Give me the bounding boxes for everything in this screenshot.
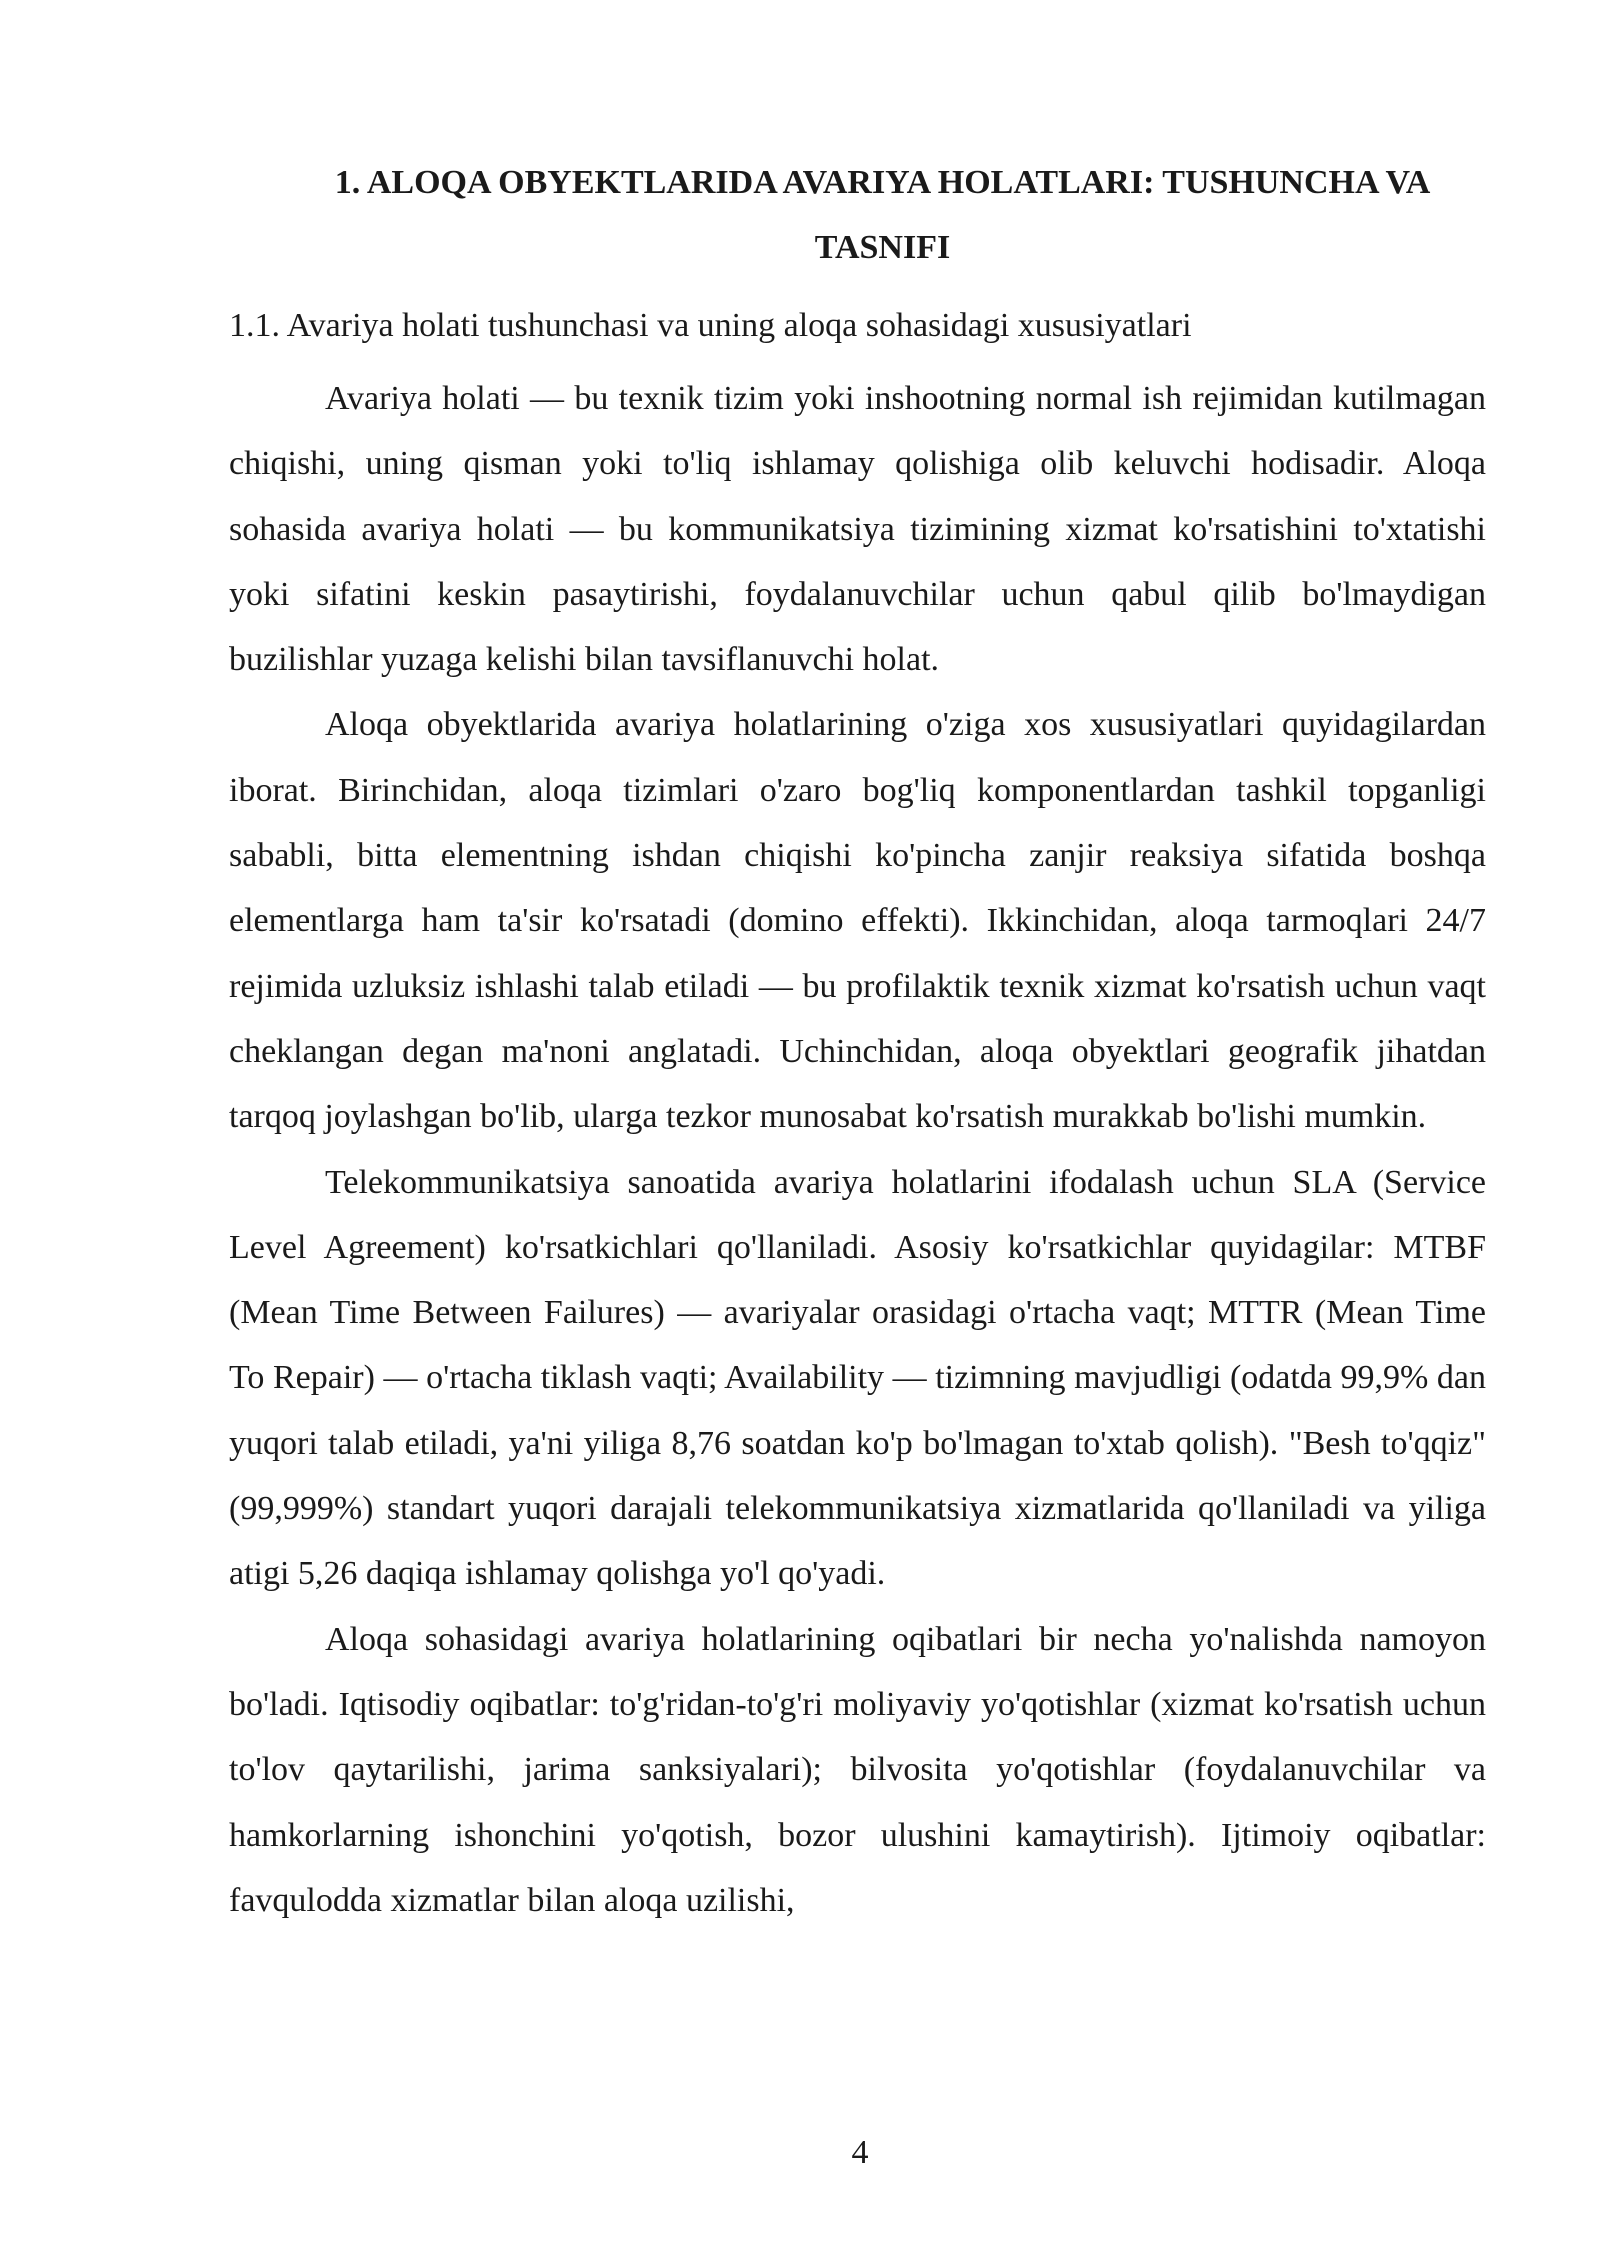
paragraph-features: Aloqa obyektlarida avariya holatlarining o'ziga xos xususiyatlari quyidagilardan iborat. Birinchidan, aloqa tizimlari o'zaro bog'liq komponentlardan tashkil topganligi sababli, bitta elementning ishdan chiqishi ko'pincha zanjir reaksiya sifatida boshqa elementlarga ham ta'sir ko'rsatadi (domino effekti). Ikkinchidan, aloqa tarmoqlari 24/7 rejimida uzluksiz ishlashi talab etiladi — bu profilaktik texnik xizmat ko'rsatish uchun vaqt cheklangan degan ma'noni anglatadi. Uchinchidan, aloqa obyektlari geografik jihatdan tarqoq joylashgan bo'lib, ularga tezkor munosabat ko'rsatish murakkab bo'lishi mumkin. bbox=[229, 706, 1486, 1136]
paragraph-sla-metrics: Telekommunikatsiya sanoatida avariya holatlarini ifodalash uchun SLA (Service Level Agreement) ko'rsatkichlari qo'llaniladi. Asosiy ko'rsatkichlar quyidagilar: MTBF (Mean Time Between Failures) — avariyalar orasidagi o'rtacha vaqt; MTTR (Mean Time To Repair) — o'rtacha tiklash vaqti; Availability — tizimning mavjudligi (odatda 99,9% dan yuqori talab etiladi, ya'ni yiliga 8,76 soatdan ko'p bo'lmagan to'xtab qolish). "Besh to'qqiz" (99,999%) standart yuqori darajali telekommunikatsiya xizmatlarida qo'llaniladi va yiliga atigi 5,26 daqiqa ishlamay qolishga yo'l qo'yadi. bbox=[229, 1163, 1486, 1593]
page-content bbox=[229, 150, 1486, 1933]
chapter-title: 1. ALOQA OBYEKTLARIDA AVARIYA HOLATLARI: TUSHUNCHA VA TASNIFI bbox=[334, 164, 1431, 266]
section-title: 1.1. Avariya holati tushunchasi va uning aloqa sohasidagi xususiyatlari bbox=[229, 307, 1192, 344]
paragraph-definition: Avariya holati — bu texnik tizim yoki inshootning normal ish rejimidan kutilmagan chiqishi, uning qisman yoki to'liq ishlamay qolishiga olib keluvchi hodisadir. Aloqa sohasida avariya holati — bu kommunikatsiya tizimining xizmat ko'rsatishini to'xtatishi yoki sifatini keskin pasaytirishi, foydalanuvchilar uchun qabul qilib bo'lmaydigan buzilishlar yuzaga kelishi bilan tavsiflanuvchi holat. bbox=[229, 380, 1486, 679]
page-number: 4 bbox=[851, 2134, 869, 2171]
paragraph-consequences: Aloqa sohasidagi avariya holatlarining oqibatlari bir necha yo'nalishda namoyon bo'ladi. Iqtisodiy oqibatlar: to'g'ridan-to'g'ri moliyaviy yo'qotishlar (xizmat ko'rsatish uchun to'lov qaytarilishi, jarima sanksiyalari); bilvosita yo'qotishlar (foydalanuvchilar va hamkorlarning ishonchini yo'qotish, bozor ulushini kamaytirish). Ijtimoiy oqibatlar: favqulodda xizmatlar bilan aloqa uzilishi, bbox=[229, 1620, 1486, 1919]
